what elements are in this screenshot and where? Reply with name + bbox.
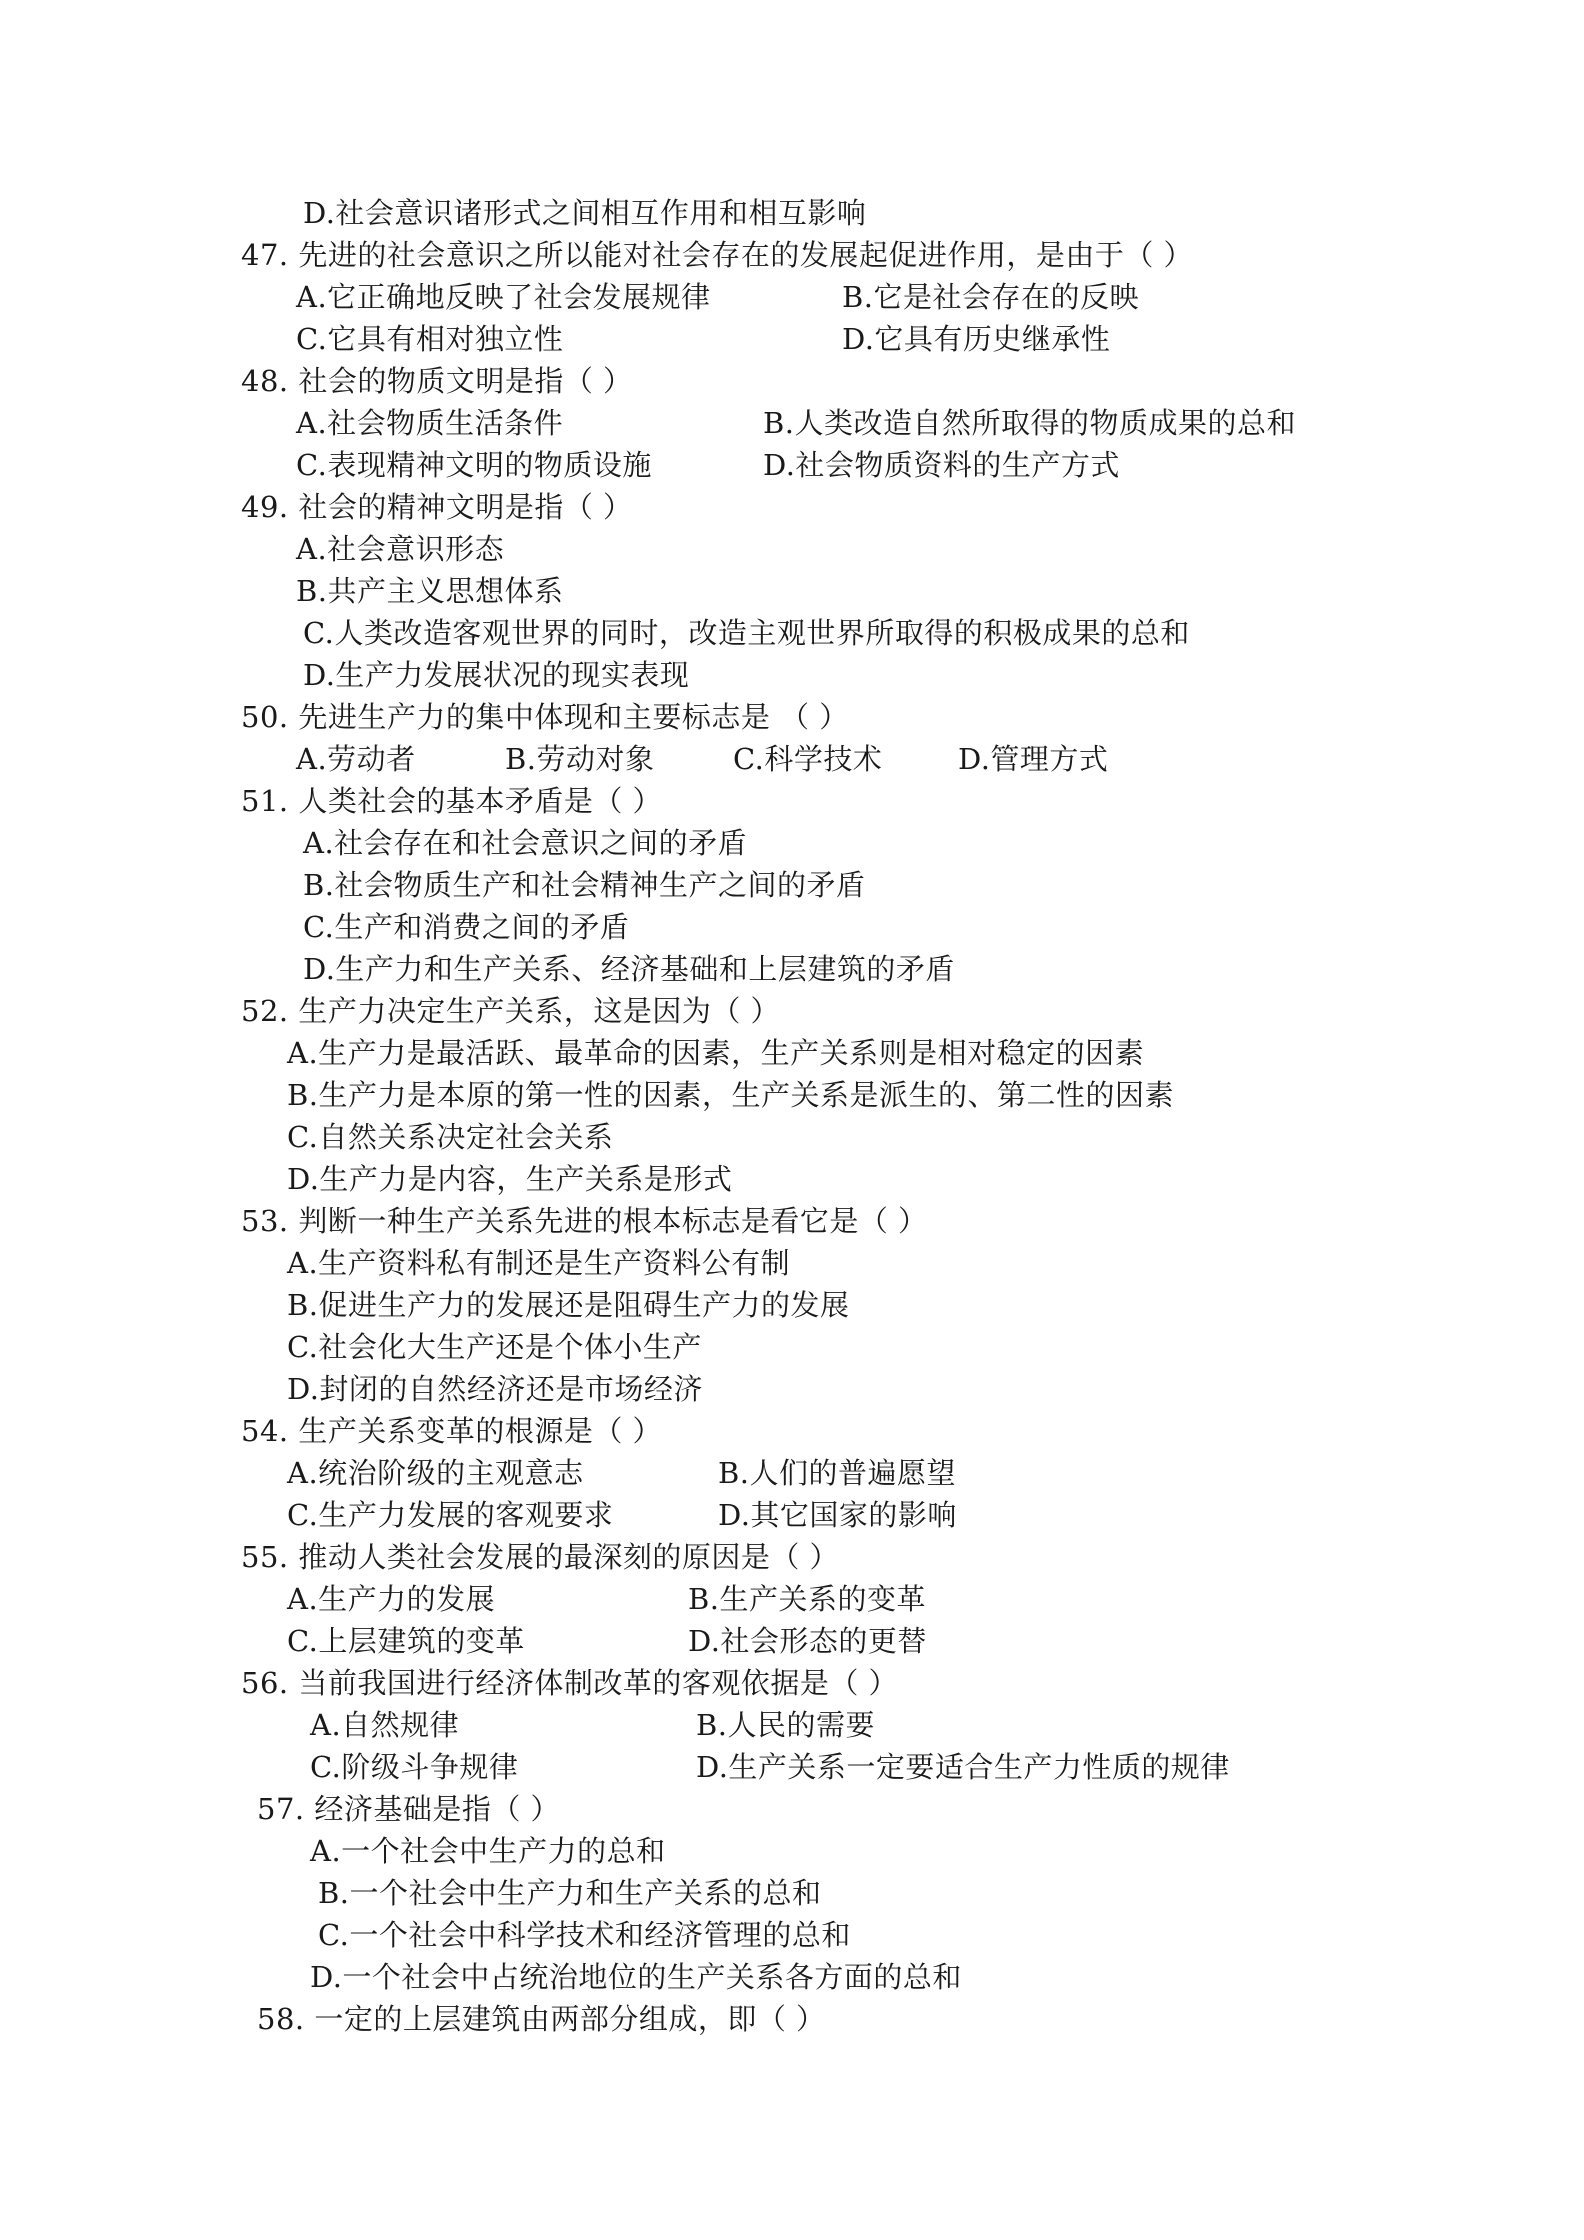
q53-option-b: B.促进生产力的发展还是阻碍生产力的发展 <box>287 1288 850 1322</box>
q56-option-a: A.自然规律 <box>310 1708 460 1742</box>
q49-option-d: D.生产力发展状况的现实表现 <box>303 658 690 692</box>
q53-option-a: A.生产资料私有制还是生产资料公有制 <box>287 1246 791 1280</box>
q55-option-b: B.生产关系的变革 <box>688 1582 927 1616</box>
q51-option-d: D.生产力和生产关系、经济基础和上层建筑的矛盾 <box>303 952 955 986</box>
q49-option-b: B.共产主义思想体系 <box>296 574 564 608</box>
q49-stem: 49. 社会的精神文明是指（ ） <box>241 490 633 524</box>
q53-option-c: C.社会化大生产还是个体小生产 <box>287 1330 702 1364</box>
q47-option-c: C.它具有相对独立性 <box>296 322 564 356</box>
q57-stem: 57. 经济基础是指（ ） <box>257 1792 561 1826</box>
q51-option-a: A.社会存在和社会意识之间的矛盾 <box>303 826 748 860</box>
q57-option-d: D.一个社会中占统治地位的生产关系各方面的总和 <box>310 1960 962 1994</box>
q50-stem: 50. 先进生产力的集中体现和主要标志是 （ ） <box>241 700 849 734</box>
q52-option-b: B.生产力是本原的第一性的因素，生产关系是派生的、第二性的因素 <box>287 1078 1175 1112</box>
q52-option-a: A.生产力是最活跃、最革命的因素，生产关系则是相对稳定的因素 <box>287 1036 1145 1070</box>
q57-option-a: A.一个社会中生产力的总和 <box>310 1834 666 1868</box>
q52-option-c: C.自然关系决定社会关系 <box>287 1120 614 1154</box>
q50-option-d: D.管理方式 <box>958 742 1109 776</box>
q48-stem: 48. 社会的物质文明是指（ ） <box>241 364 633 398</box>
q47-option-d: D.它具有历史继承性 <box>842 322 1111 356</box>
q49-option-a: A.社会意识形态 <box>296 532 505 566</box>
q54-option-c: C.生产力发展的客观要求 <box>287 1498 614 1532</box>
q56-option-c: C.阶级斗争规律 <box>310 1750 519 1784</box>
q47-option-b: B.它是社会存在的反映 <box>842 280 1140 314</box>
q56-stem: 56. 当前我国进行经济体制改革的客观依据是（ ） <box>241 1666 899 1700</box>
q52-stem: 52. 生产力决定生产关系，这是因为（ ） <box>241 994 781 1028</box>
q51-option-b: B.社会物质生产和社会精神生产之间的矛盾 <box>303 868 866 902</box>
q50-option-b: B.劳动对象 <box>505 742 655 776</box>
q54-option-a: A.统治阶级的主观意志 <box>287 1456 584 1490</box>
q54-option-d: D.其它国家的影响 <box>718 1498 957 1532</box>
q48-option-a: A.社会物质生活条件 <box>296 406 564 440</box>
q48-option-c: C.表现精神文明的物质设施 <box>296 448 652 482</box>
q57-option-b: B.一个社会中生产力和生产关系的总和 <box>318 1876 822 1910</box>
q55-option-c: C.上层建筑的变革 <box>287 1624 525 1658</box>
q48-option-d: D.社会物质资料的生产方式 <box>763 448 1120 482</box>
q57-option-c: C.一个社会中科学技术和经济管理的总和 <box>318 1918 851 1952</box>
q56-option-d: D.生产关系一定要适合生产力性质的规律 <box>696 1750 1230 1784</box>
q58-stem: 58. 一定的上层建筑由两部分组成，即（ ） <box>257 2002 826 2036</box>
q52-option-d: D.生产力是内容，生产关系是形式 <box>287 1162 733 1196</box>
q47-option-a: A.它正确地反映了社会发展规律 <box>296 280 711 314</box>
q54-option-b: B.人们的普遍愿望 <box>718 1456 957 1490</box>
q51-option-c: C.生产和消费之间的矛盾 <box>303 910 630 944</box>
q50-option-c: C.科学技术 <box>733 742 883 776</box>
q55-option-a: A.生产力的发展 <box>287 1582 496 1616</box>
q54-stem: 54. 生产关系变革的根源是（ ） <box>241 1414 663 1448</box>
q46-option-d: D.社会意识诸形式之间相互作用和相互影响 <box>303 196 867 230</box>
q55-stem: 55. 推动人类社会发展的最深刻的原因是（ ） <box>241 1540 840 1574</box>
q48-option-b: B.人类改造自然所取得的物质成果的总和 <box>763 406 1297 440</box>
q50-option-a: A.劳动者 <box>296 742 416 776</box>
q47-stem: 47. 先进的社会意识之所以能对社会存在的发展起促进作用，是由于（ ） <box>241 238 1194 272</box>
q55-option-d: D.社会形态的更替 <box>688 1624 927 1658</box>
q56-option-b: B.人民的需要 <box>696 1708 876 1742</box>
q51-stem: 51. 人类社会的基本矛盾是（ ） <box>241 784 663 818</box>
q53-stem: 53. 判断一种生产关系先进的根本标志是看它是（ ） <box>241 1204 928 1238</box>
q53-option-d: D.封闭的自然经济还是市场经济 <box>287 1372 703 1406</box>
q49-option-c: C.人类改造客观世界的同时，改造主观世界所取得的积极成果的总和 <box>303 616 1190 650</box>
